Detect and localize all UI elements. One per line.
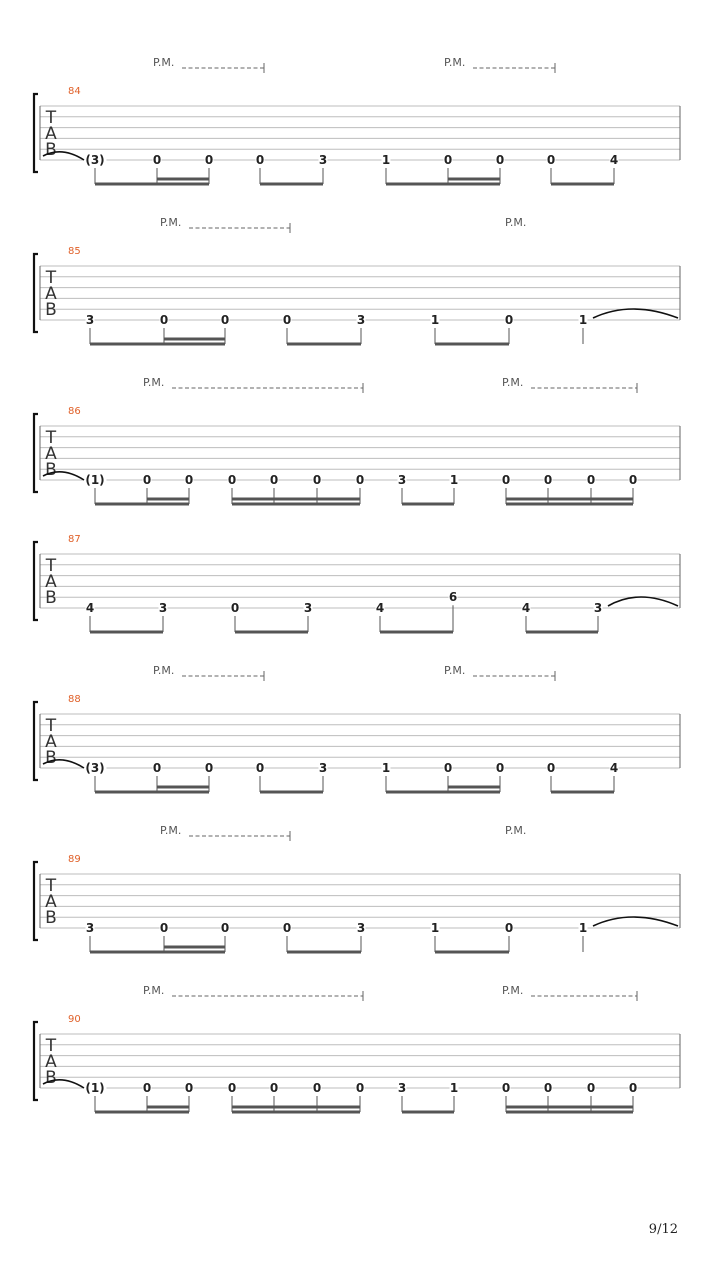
tab-note: 0 xyxy=(255,153,265,167)
tab-system xyxy=(34,664,680,792)
system-bracket xyxy=(34,702,38,780)
tab-note: 1 xyxy=(449,1081,459,1095)
tab-note: 0 xyxy=(355,473,365,487)
tab-clef-t: T xyxy=(45,428,57,448)
tab-note: 3 xyxy=(397,473,407,487)
tab-clef-b: B xyxy=(45,1068,57,1088)
tab-note: (3) xyxy=(85,761,105,775)
tab-note: 0 xyxy=(628,473,638,487)
tab-note: 0 xyxy=(443,761,453,775)
tab-note: 0 xyxy=(543,473,553,487)
tab-note: (1) xyxy=(85,1081,105,1095)
tab-note: 3 xyxy=(318,153,328,167)
tab-clef-a: A xyxy=(45,572,57,592)
tab-note: 3 xyxy=(356,921,366,935)
tab-note: 0 xyxy=(204,153,214,167)
measure-number: 85 xyxy=(68,246,81,257)
palm-mute-label: P.M. xyxy=(505,216,527,229)
palm-mute-label: P.M. xyxy=(143,984,165,997)
tab-clef-a: A xyxy=(45,124,57,144)
tab-note: 0 xyxy=(501,473,511,487)
tab-note: 0 xyxy=(546,761,556,775)
tab-note: 0 xyxy=(282,313,292,327)
tab-note: 4 xyxy=(609,761,619,775)
palm-mute-label: P.M. xyxy=(444,664,466,677)
measure-number: 90 xyxy=(68,1014,81,1025)
tab-note: 0 xyxy=(269,1081,279,1095)
tab-note: 3 xyxy=(158,601,168,615)
tab-note: 0 xyxy=(152,761,162,775)
system-bracket xyxy=(34,94,38,172)
tab-clef-t: T xyxy=(45,108,57,128)
tab-clef-b: B xyxy=(45,588,57,608)
measure-number: 86 xyxy=(68,406,81,417)
tab-note: 0 xyxy=(184,1081,194,1095)
tab-note: 1 xyxy=(381,761,391,775)
page-number: 9/12 xyxy=(648,1222,678,1237)
palm-mute-label: P.M. xyxy=(160,216,182,229)
tab-note: 0 xyxy=(504,313,514,327)
tab-note: 0 xyxy=(220,921,230,935)
measure-number: 87 xyxy=(68,534,81,545)
tab-note: 0 xyxy=(227,1081,237,1095)
tab-note: 0 xyxy=(204,761,214,775)
tie-out xyxy=(593,917,678,926)
tab-note: 1 xyxy=(430,921,440,935)
tab-note: 0 xyxy=(142,473,152,487)
palm-mute-label: P.M. xyxy=(444,56,466,69)
tab-clef-b: B xyxy=(45,140,57,160)
tab-note: 0 xyxy=(255,761,265,775)
tab-clef-b: B xyxy=(45,908,57,928)
tab-note: 4 xyxy=(521,601,531,615)
system-bracket xyxy=(34,542,38,620)
tab-note: 3 xyxy=(85,921,95,935)
tab-note: 0 xyxy=(443,153,453,167)
tie-out xyxy=(593,309,678,318)
tab-clef-a: A xyxy=(45,892,57,912)
tab-note: 0 xyxy=(282,921,292,935)
tab-note: 0 xyxy=(269,473,279,487)
tab-note: 0 xyxy=(230,601,240,615)
tab-clef-t: T xyxy=(45,268,57,288)
tab-note: 3 xyxy=(397,1081,407,1095)
tab-clef-t: T xyxy=(45,716,57,736)
tab-system xyxy=(34,984,680,1112)
tab-system xyxy=(34,56,680,184)
tab-note: 1 xyxy=(381,153,391,167)
tab-note: 0 xyxy=(501,1081,511,1095)
tab-note: 1 xyxy=(578,313,588,327)
system-bracket xyxy=(34,414,38,492)
tab-note: 0 xyxy=(504,921,514,935)
measure-number: 84 xyxy=(68,86,81,97)
tab-note: 3 xyxy=(356,313,366,327)
palm-mute-label: P.M. xyxy=(143,376,165,389)
tab-clef-t: T xyxy=(45,876,57,896)
tab-note: 0 xyxy=(227,473,237,487)
tab-note: 0 xyxy=(152,153,162,167)
tie-out xyxy=(608,597,678,606)
tab-note: 0 xyxy=(546,153,556,167)
tab-clef-t: T xyxy=(45,556,57,576)
tab-note: (1) xyxy=(85,473,105,487)
palm-mute-label: P.M. xyxy=(160,824,182,837)
tab-note: 6 xyxy=(448,590,458,605)
tab-note: 0 xyxy=(184,473,194,487)
tab-note: 1 xyxy=(430,313,440,327)
tab-note: 0 xyxy=(495,153,505,167)
system-bracket xyxy=(34,1022,38,1100)
palm-mute-label: P.M. xyxy=(153,664,175,677)
tab-system xyxy=(34,824,680,952)
tab-clef-b: B xyxy=(45,300,57,320)
tab-system xyxy=(34,216,680,344)
tab-note: 0 xyxy=(628,1081,638,1095)
system-bracket xyxy=(34,862,38,940)
tab-note: 3 xyxy=(85,313,95,327)
tab-note: 0 xyxy=(312,1081,322,1095)
tab-note: 0 xyxy=(355,1081,365,1095)
tab-note: 0 xyxy=(543,1081,553,1095)
tab-system xyxy=(34,376,680,504)
measure-number: 89 xyxy=(68,854,81,865)
palm-mute-label: P.M. xyxy=(505,824,527,837)
tab-note: (3) xyxy=(85,153,105,167)
palm-mute-label: P.M. xyxy=(153,56,175,69)
system-bracket xyxy=(34,254,38,332)
tab-clef-a: A xyxy=(45,284,57,304)
tab-clef-a: A xyxy=(45,444,57,464)
tab-clef-a: A xyxy=(45,1052,57,1072)
palm-mute-label: P.M. xyxy=(502,376,524,389)
tab-note: 1 xyxy=(449,473,459,487)
tab-note: 0 xyxy=(586,473,596,487)
tab-note: 0 xyxy=(142,1081,152,1095)
tab-note: 4 xyxy=(85,601,95,615)
tab-clef-b: B xyxy=(45,460,57,480)
tab-note: 0 xyxy=(159,921,169,935)
palm-mute-label: P.M. xyxy=(502,984,524,997)
tab-note: 3 xyxy=(593,601,603,615)
tab-system xyxy=(34,534,680,632)
tab-note: 3 xyxy=(318,761,328,775)
tab-note: 4 xyxy=(609,153,619,167)
tab-note: 1 xyxy=(578,921,588,935)
measure-number: 88 xyxy=(68,694,81,705)
tab-note: 0 xyxy=(220,313,230,327)
tab-clef-a: A xyxy=(45,732,57,752)
tab-note: 4 xyxy=(375,601,385,615)
tab-note: 3 xyxy=(303,601,313,615)
tab-note: 0 xyxy=(159,313,169,327)
tab-clef-t: T xyxy=(45,1036,57,1056)
tab-note: 0 xyxy=(312,473,322,487)
tab-clef-b: B xyxy=(45,748,57,768)
tab-note: 0 xyxy=(586,1081,596,1095)
tab-note: 0 xyxy=(495,761,505,775)
